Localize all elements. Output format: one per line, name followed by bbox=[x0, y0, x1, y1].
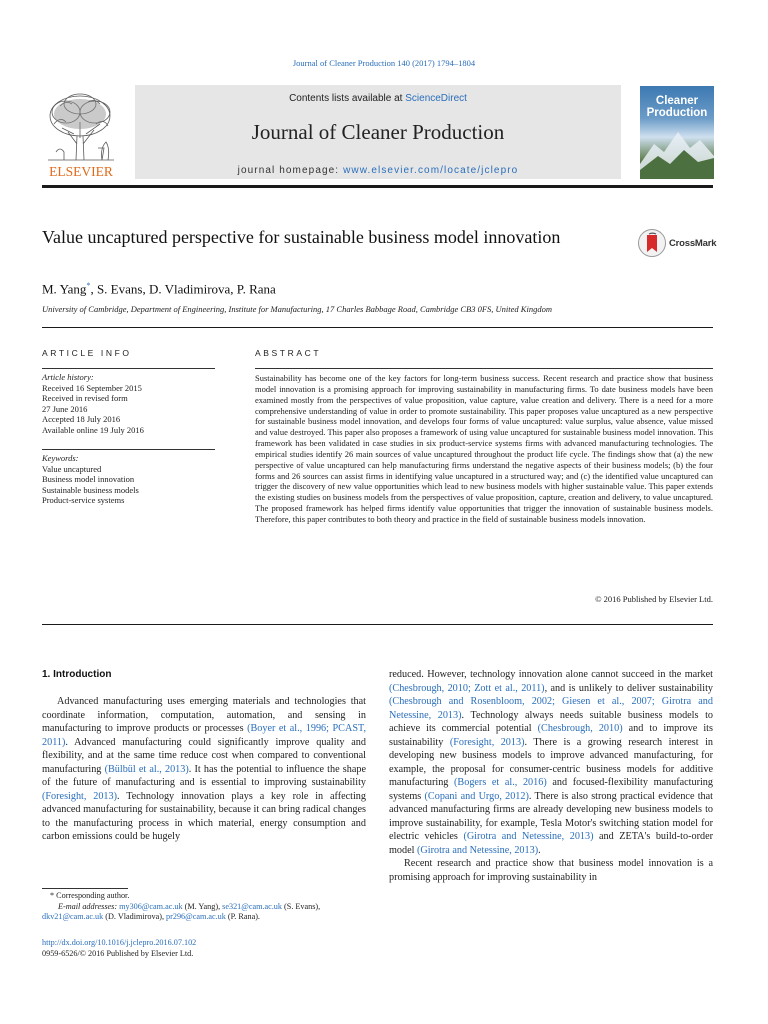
body-column-right bbox=[389, 668, 713, 884]
email-link[interactable]: se321@cam.ac.uk bbox=[222, 901, 282, 911]
article-info-rule bbox=[42, 368, 215, 369]
keywords-rule bbox=[42, 449, 215, 450]
citation-link[interactable]: (Foresight, 2013) bbox=[449, 736, 525, 748]
history-item: Accepted 18 July 2016 bbox=[42, 414, 121, 425]
keywords-block bbox=[42, 453, 215, 506]
citation-link[interactable]: (Chesbrough, 2010) bbox=[537, 723, 623, 734]
keyword-item: Value uncaptured bbox=[42, 463, 102, 474]
journal-cover-image[interactable] bbox=[640, 86, 714, 179]
authors-rest: , S. Evans, D. Vladimirova, P. Rana bbox=[90, 281, 276, 297]
article-history bbox=[42, 372, 215, 436]
journal-homepage-line bbox=[135, 165, 621, 176]
intro-text-segment: . There is a growing research interest in developing new business models to improve advanced manufacturing, for example, the proposal for consumer-centric business models for additive manufacturing bbox=[389, 736, 713, 788]
citation-link[interactable]: (Chesbrough and Rosenbloom, 2002; Giesen et al., 2007; Girotra and Netessine, 2013) bbox=[389, 696, 713, 721]
email-owner: (S. Evans), bbox=[282, 901, 321, 911]
email-owner: (M. Yang), bbox=[182, 901, 223, 911]
contents-available-line bbox=[135, 93, 621, 104]
history-item: Available online 19 July 2016 bbox=[42, 424, 144, 435]
keyword-item: Sustainable business models bbox=[42, 484, 139, 495]
corresponding-author-footnote bbox=[42, 891, 366, 923]
journal-title: Journal of Cleaner Production bbox=[251, 120, 505, 144]
article-info-heading: ARTICLE INFO bbox=[42, 348, 132, 358]
intro-text-segment: . There is also strong practical evidence that advanced manufacturing firms are already developing new business models to improve sustainability, for example, Tesla Motor's switching station model for electric vehicles bbox=[389, 790, 713, 842]
citation-link[interactable]: (Foresight, 2013) bbox=[42, 790, 118, 802]
footnote-rule bbox=[42, 888, 128, 889]
crossmark-badge[interactable] bbox=[637, 228, 717, 258]
journal-citation-link[interactable]: Journal of Cleaner Production 140 (2017) 1794–1804 bbox=[292, 58, 476, 68]
history-item: 27 June 2016 bbox=[42, 403, 88, 414]
email-link[interactable]: my306@cam.ac.uk bbox=[119, 901, 183, 911]
author-affiliation: University of Cambridge, Department of Engineering, Institute for Manufacturing, 17 Charles Babbage Road, Cambridge CB3 0FS, United Kingdom bbox=[42, 304, 552, 314]
citation-link[interactable]: (Bogers et al., 2016) bbox=[454, 777, 547, 788]
author-first: M. Yang bbox=[42, 281, 87, 297]
contents-prefix: Contents lists available at bbox=[289, 93, 406, 104]
citation-link[interactable]: (Girotra and Netessine, 2013) bbox=[417, 844, 539, 856]
header-rule bbox=[42, 185, 713, 188]
email-owner: (D. Vladimirova), bbox=[103, 912, 167, 922]
doi-link[interactable]: http://dx.doi.org/10.1016/j.jclepro.2016.07.102 bbox=[42, 938, 197, 947]
doi-block bbox=[42, 938, 196, 959]
intro-text-segment: and to improve its sustainability bbox=[389, 723, 713, 748]
elsevier-tree-logo[interactable] bbox=[40, 88, 122, 180]
abstract-copyright: © 2016 Published by Elsevier Ltd. bbox=[595, 594, 713, 604]
cover-title: Cleaner Production bbox=[646, 95, 708, 119]
keywords-label: Keywords: bbox=[42, 453, 79, 463]
author-list bbox=[42, 281, 276, 297]
crossmark-label: CrossMark bbox=[669, 238, 717, 249]
citation-link[interactable]: (Bülbül et al., 2013) bbox=[104, 763, 189, 775]
abstract-heading: ABSTRACT bbox=[255, 348, 322, 358]
citation-link[interactable]: (Boyer et al., 1996; PCAST, 2011) bbox=[42, 723, 366, 748]
intro-text-segment: reduced. However, technology innovation alone cannot succeed in the market bbox=[389, 669, 713, 680]
corresponding-author-marker[interactable]: * bbox=[86, 281, 91, 290]
intro-text-segment: , and is unlikely to deliver sustainability bbox=[544, 682, 713, 694]
intro-text-segment: . It has the potential to influence the shape of the future of manufacturing and is essential to improving sustainability bbox=[42, 763, 366, 788]
homepage-prefix: journal homepage: bbox=[237, 165, 344, 176]
abstract-rule bbox=[255, 368, 713, 369]
citation-link[interactable]: (Copani and Urgo, 2012) bbox=[424, 790, 529, 802]
crossmark-icon bbox=[637, 228, 667, 258]
history-item: Received 16 September 2015 bbox=[42, 382, 142, 393]
footnote-corresponding: Corresponding author. bbox=[54, 891, 130, 900]
email-link[interactable]: dkv21@cam.ac.uk bbox=[42, 912, 104, 922]
keyword-item: Product-service systems bbox=[42, 495, 125, 506]
citation-link[interactable]: (Chesbrough, 2010; Zott et al., 2011) bbox=[389, 682, 545, 694]
email-owner: (P. Rana). bbox=[225, 912, 260, 922]
intro-text-segment: and focused-flexibility manufacturing systems bbox=[389, 777, 713, 802]
body-column-left bbox=[42, 695, 366, 844]
intro-text-segment: . Technology innovation plays a key role in affecting advanced manufacturing for sustainability, because it can bring radical changes to the manufacturing process in which material, energy consumption and carbon emissions could be hugely bbox=[42, 790, 366, 842]
intro-text-segment: . bbox=[538, 844, 541, 856]
intro-paragraph bbox=[389, 668, 713, 857]
sciencedirect-link[interactable]: ScienceDirect bbox=[405, 93, 467, 104]
abstract-text: Sustainability has become one of the key factors for long-term business success. Recent research and practice show that business model innovation is a promising approach for improving sustainability in manufacturing firms. To date business models have been examined mostly from the perspectives of value proposition, value capture, value creation and delivery. There is a need for a more comprehensive understanding of value in order to promote sustainability. This paper proposes value uncaptured as a new perspective for sustainable business model innovation, and develops four forms of value uncaptured: value surplus, value absence, value missed and value destroyed. This paper also proposes a framework of using value uncaptured for sustainable business model innovation. This framework has been validated in case studies in six product-service systems firms with advanced manufacturing technologies. The empirical studies identify 26 main sources of value uncaptured throughout the product life cycle. The findings show that (a) the new perspective of value uncaptured can help manufacturing firms understand the negative aspects of their business models; (b) the four forms and 26 sources can assist firms in identifying value uncaptured in a structured way; and (c) the identified value uncaptured can trigger the discovery of new value opportunities which lead to new business models with higher sustainable value. This paper extends the existing studies on business models from the perspectives of value proposition, capture, creation and delivery, to value uncaptured. The proposed framework has helped firms identify value opportunities that trigger the innovation of sustainable business models. Therefore, this paper contributes to both theory and practice in the field of sustainable business models innovation. bbox=[255, 373, 713, 524]
body-start-rule bbox=[42, 624, 713, 625]
footnote-marker: * bbox=[50, 891, 55, 900]
email-link[interactable]: pr296@cam.ac.uk bbox=[166, 912, 226, 922]
issn-line: 0959-6526/© 2016 Published by Elsevier Ltd. bbox=[42, 948, 194, 958]
history-label: Article history: bbox=[42, 372, 94, 382]
article-title: Value uncaptured perspective for sustainable business model innovation bbox=[42, 227, 561, 247]
intro-text-segment: and ZETA's build-to-order model bbox=[389, 831, 713, 856]
history-item: Received in revised form bbox=[42, 393, 128, 404]
journal-homepage-link[interactable]: www.elsevier.com/locate/jclepro bbox=[343, 165, 519, 176]
citation-link[interactable]: (Girotra and Netessine, 2013) bbox=[463, 831, 594, 842]
cover-mountain-graphic bbox=[640, 126, 714, 179]
intro-text-segment: Advanced manufacturing uses emerging materials and technologies that coordinate information, computation, automation, and sensing in manufacturing to improve products or processes bbox=[42, 696, 366, 734]
intro-text-segment: . Technology always needs suitable business models to achieve its commercial potential bbox=[389, 709, 713, 734]
email-label: E-mail addresses: bbox=[58, 901, 118, 911]
section-heading-introduction: 1. Introduction bbox=[42, 669, 112, 680]
intro-text-segment: . Advanced manufacturing could significantly improve quality and flexibility, and at the same time reduce cost when compared to conventional manufacturing bbox=[42, 736, 366, 775]
keyword-item: Business model innovation bbox=[42, 474, 135, 485]
elsevier-wordmark: ELSEVIER bbox=[49, 164, 113, 179]
intro-paragraph: Recent research and practice show that business model innovation is a promising approach for improving sustainability in bbox=[389, 858, 713, 883]
title-block-rule bbox=[42, 327, 713, 328]
